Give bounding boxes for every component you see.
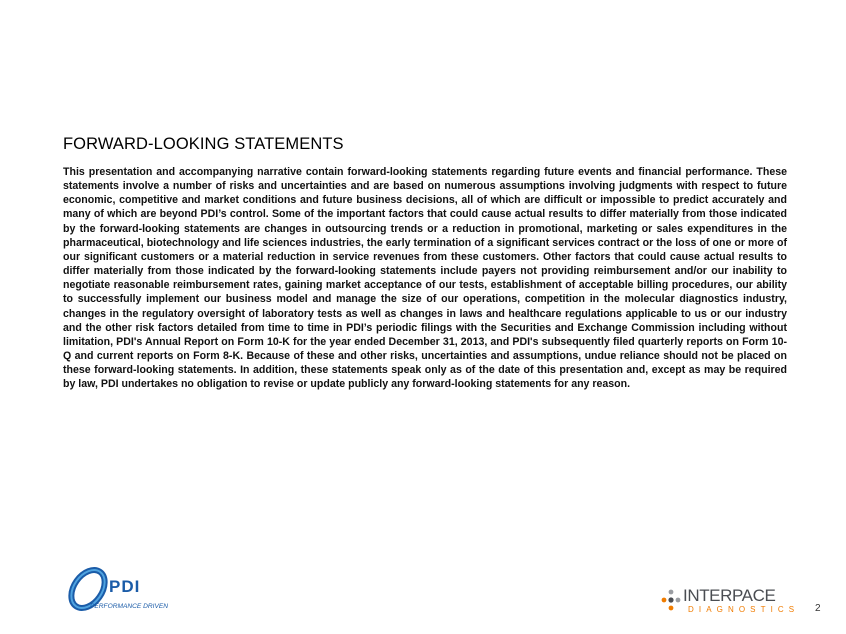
pdi-tagline: PERFORMANCE DRIVEN xyxy=(90,603,169,610)
pdi-logo-text: PDI xyxy=(109,577,141,596)
slide-body-text: This presentation and accompanying narrative contain forward-looking statements regarding future events and financial performance. These statements involve a number of risks and uncertainties and are based on numerous assumptions involving judgments with respect to future economic, competitive and market conditions and future business decisions, all of which are difficult or impossible to predict accurately and many of which are beyond PDI’s control. Some of the important factors that could cause actual results to differ materially from those indicated by the forward-looking statements are changes in outsourcing trends or a reduction in promotional, marketing or sales expenditures in the pharmaceutical, biotechnology and life sciences industries, the early termination of a significant services contract or the loss of one or more of our significant customers or a material reduction in service revenues from these customers. Other factors that could cause actual results to differ materially from those indicated by the forward-looking statements include payers not providing reimbursement and/or our inability to negotiate reasonable reimbursement rates, gaining market acceptance of our tests, establishment of acceptable billing procedures, our ability to successfully implement our business model and manage the size of our operations, competition in the molecular diagnostics industry, changes in the regulatory oversight of laboratory tests as well as changes in laws and healthcare regulations applicable to us or our industry and the other risk factors detailed from time to time in PDI’s periodic filings with the Securities and Exchange Commission including without limitation, PDI's Annual Report on Form 10-K for the year ended December 31, 2013, and PDI's subsequently filed quarterly reports on Form 10-Q and current reports on Form 8-K. Because of these and other risks, uncertainties and assumptions, undue reliance should not be placed on these forward-looking statements. In addition, these statements speak only as of the date of this presentation and, except as may be required by law, PDI undertakes no obligation to revise or update publicly any forward-looking statements for any reason. xyxy=(63,166,787,391)
interpace-diamond-icon xyxy=(660,589,682,613)
interpace-logo-subtitle: DIAGNOSTICS xyxy=(688,605,800,614)
slide-title: FORWARD-LOOKING STATEMENTS xyxy=(63,135,344,153)
interpace-logo xyxy=(660,586,800,618)
page-number: 2 xyxy=(815,603,821,614)
pdi-logo xyxy=(66,566,176,616)
interpace-logo-text: INTERPACE xyxy=(683,586,776,605)
